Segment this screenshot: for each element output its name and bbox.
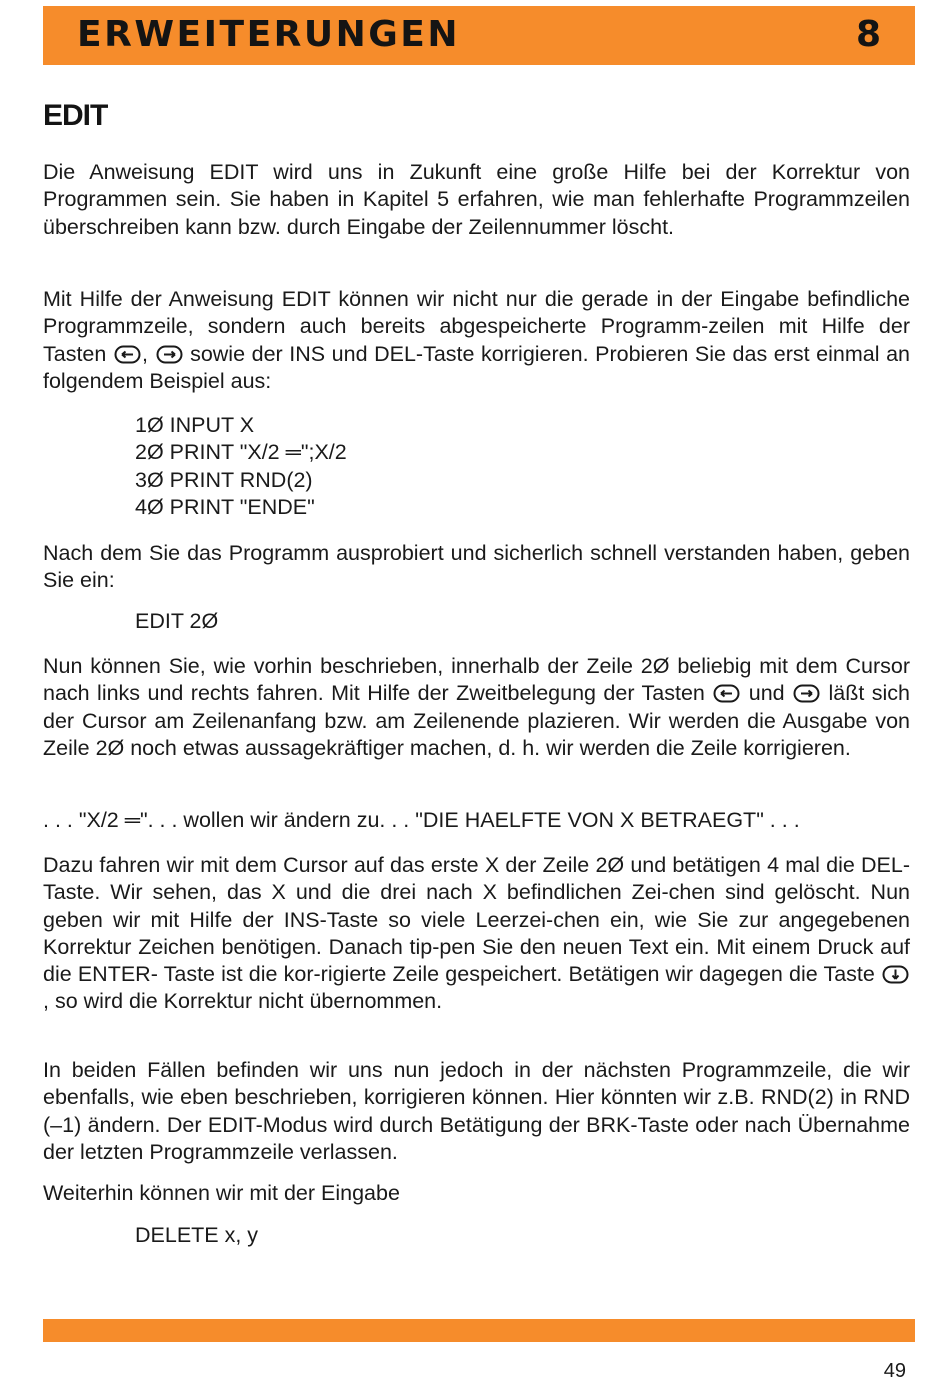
page-number: 49 xyxy=(883,1360,906,1382)
cursor-left-key-icon xyxy=(713,684,740,703)
paragraph-next-line xyxy=(43,1057,910,1166)
paragraph-text: Die Anweisung EDIT wird uns in Zukunft eine große Hilfe bei der Korrektur von Programmen sein. Sie haben in Kapitel 5 erfahren, wie man fehlerhafte Programmzeilen überschreiben kann bzw. durch Eingabe der Zeilennummer löscht. xyxy=(43,160,910,239)
paragraph-edit-keys xyxy=(43,286,910,395)
text-run: läßt sich der Cursor am Zeilenanfang bzw. am Zeilenende plazieren. Wir werden die Ausgabe von Zeile 2Ø noch etwas aussagekräftiger machen, d. h. wir werden die Zeile korrigieren. xyxy=(43,681,910,760)
paragraph-text xyxy=(43,286,910,395)
code-edit-command xyxy=(135,608,218,635)
text-run: , so wird die Korrektur nicht übernommen. xyxy=(43,989,443,1014)
code-delete-command xyxy=(135,1222,258,1249)
chapter-header-bar xyxy=(43,6,915,65)
paragraph-text: . . . "X/2 ═". . . wollen wir ändern zu. . . "DIE HAELFTE VON X BETRAEGT" . . . xyxy=(43,808,800,832)
cursor-right-key-icon xyxy=(156,345,183,364)
text-run: Dazu fahren wir mit dem Cursor auf das erste X der Zeile 2Ø und betätigen 4 mal die DEL-Taste. Wir sehen, das X und die drei nach X befindlichen Zei-chen sind gelöscht. Nun geben wir mit Hilfe der INS-Taste so viele Leerzei-chen ein, wie Sie zur angegebenen Korrektur Zeichen benötigen. Danach tip-pen Sie den neuen Text ein. Mit einem Druck auf die ENTER- Taste ist die kor-rigierte Zeile gespeichert. Betätigen wir dagegen die Taste xyxy=(43,853,910,987)
chapter-number: 8 xyxy=(855,14,881,55)
paragraph-text xyxy=(43,852,910,1016)
chapter-title: ERWEITERUNGEN xyxy=(77,14,461,55)
paragraph-delete-intro xyxy=(43,1180,910,1207)
cursor-right-key-icon xyxy=(793,684,820,703)
code-line: EDIT 2Ø xyxy=(135,609,219,633)
paragraph-after-run xyxy=(43,540,910,595)
text-run: Nun können Sie, wie vorhin beschrieben, innerhalb der Zeile 2Ø beliebig mit dem Cursor nach links und rechts fahren. Mit Hilfe der Zweitbelegung der Tasten xyxy=(43,654,910,706)
paragraph-change-example xyxy=(43,807,910,834)
paragraph-text: In beiden Fällen befinden wir uns nun jedoch in der nächsten Programmzeile, die wir ebenfalls, wie eben beschrieben, korrigieren können. Hier könnten wir z.B. RND(2) in RND (–1) ändern. Der EDIT-Modus wird durch Betätigung der BRK-Taste oder nach Übernahme der letzten Programmzeile verlassen. xyxy=(43,1058,910,1164)
cursor-left-key-icon xyxy=(114,345,141,364)
text-run: und xyxy=(748,681,785,706)
paragraph-text: Nach dem Sie das Programm ausprobiert und sicherlich schnell verstanden haben, geben Sie ein: xyxy=(43,541,910,593)
section-title: EDIT xyxy=(43,99,108,132)
paragraph-procedure xyxy=(43,852,910,1016)
text-run: sowie der INS und DEL-Taste korrigieren. Probieren Sie das erst einmal an folgendem Beispiel aus: xyxy=(43,341,910,393)
code-line: 1Ø INPUT X xyxy=(135,413,255,437)
paragraph-intro xyxy=(43,159,910,241)
code-line: 2Ø PRINT "X/2 ═";X/2 xyxy=(135,440,347,465)
paragraph-text xyxy=(43,653,910,762)
paragraph-text: Weiterhin können wir mit der Eingabe xyxy=(43,1181,400,1205)
code-line: 3Ø PRINT RND(2) xyxy=(135,467,313,492)
text-run: , xyxy=(141,341,148,366)
text-run: Mit Hilfe der Anweisung EDIT können wir nicht nur die gerade in der Eingabe befindliche Programmzeile, sondern auch bereits abgespeicherte Programm-zeilen mit Hilfe der Tasten xyxy=(43,287,910,366)
paragraph-cursor xyxy=(43,653,910,762)
code-listing xyxy=(135,412,347,521)
code-line: 4Ø PRINT "ENDE" xyxy=(135,494,315,519)
cursor-down-key-icon xyxy=(882,965,909,984)
footer-bar xyxy=(43,1319,915,1342)
code-line: DELETE x, y xyxy=(135,1223,259,1247)
